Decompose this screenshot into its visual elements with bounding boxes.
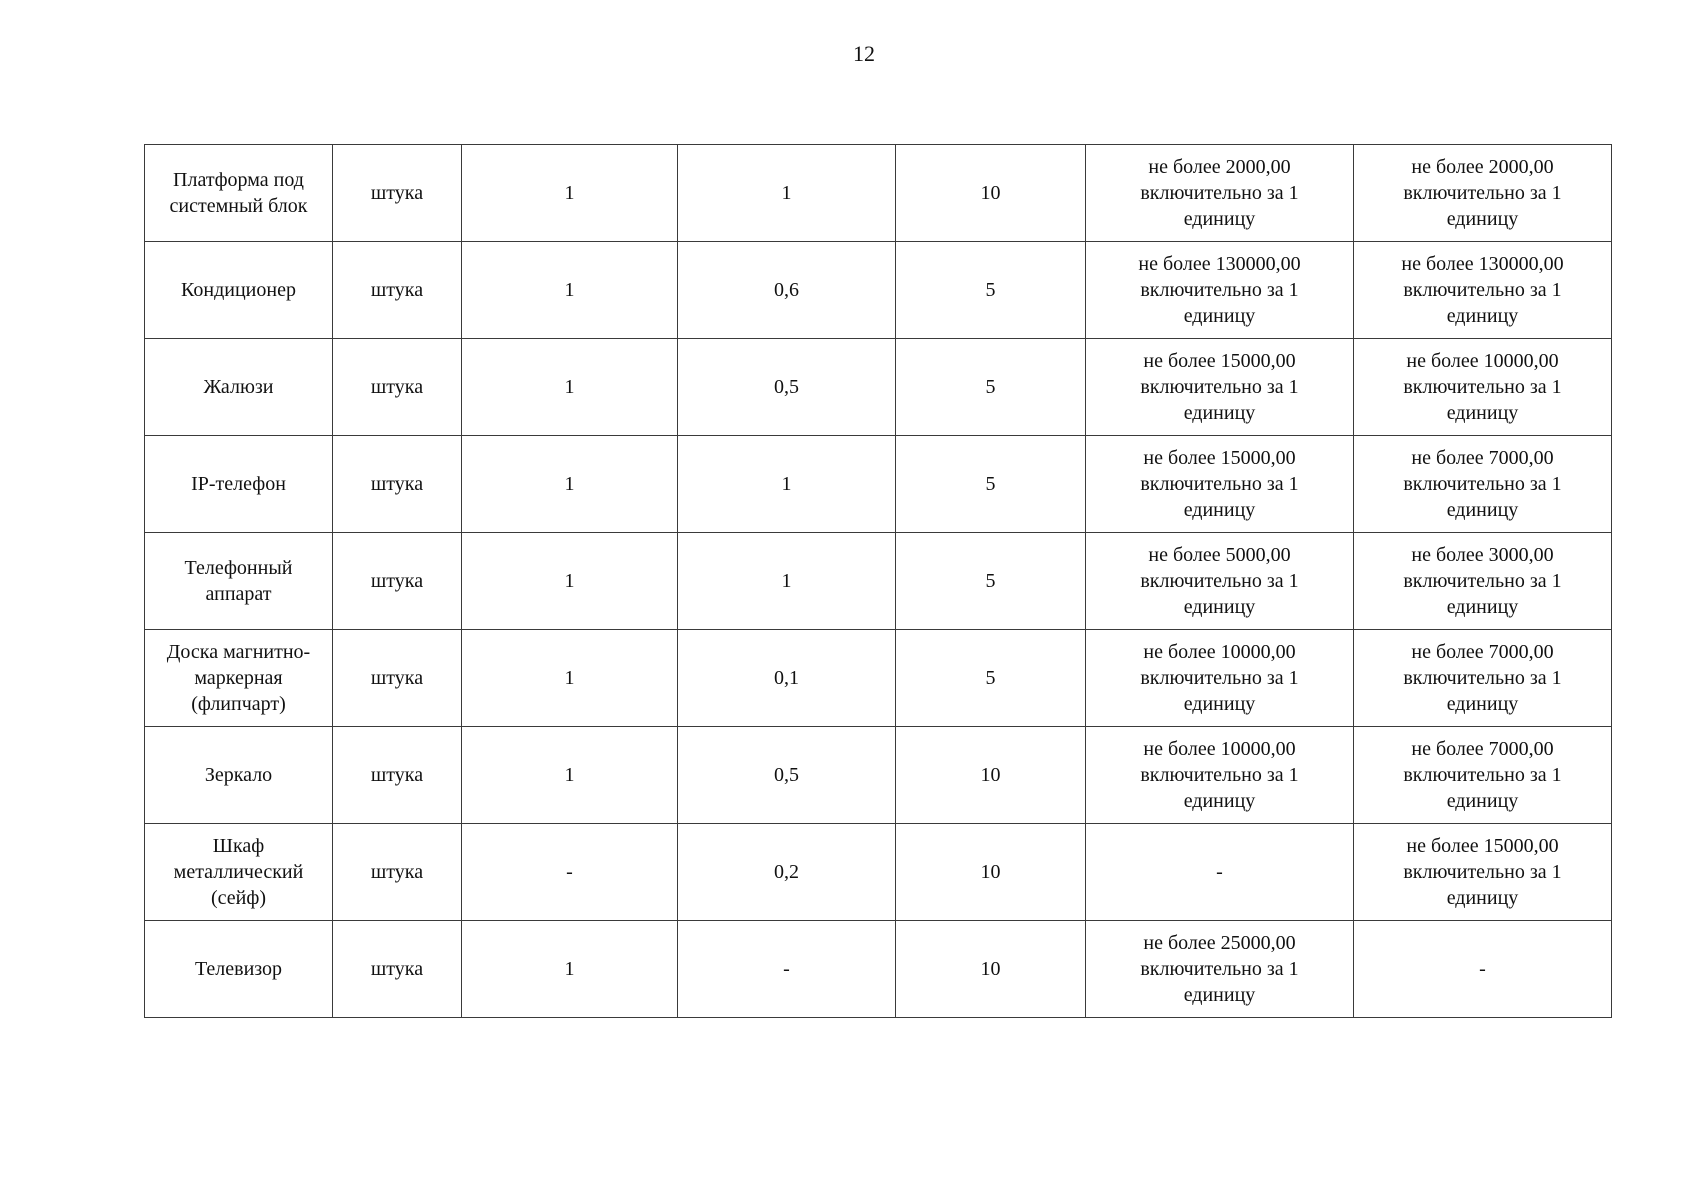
unit-cell: штука — [333, 339, 462, 436]
unit-cell: штука — [333, 630, 462, 727]
table-row — [145, 533, 1612, 630]
quantity-cell: 1 — [462, 533, 678, 630]
quantity-cell: 1 — [462, 630, 678, 727]
price-limit-cell-1: не более 15000,00 включительно за 1 единицу — [1086, 339, 1354, 436]
price-limit-cell-1: не более 130000,00 включительно за 1 единицу — [1086, 242, 1354, 339]
item-name-cell: Телевизор — [145, 921, 333, 1018]
quantity-cell: 1 — [462, 921, 678, 1018]
service-years-cell: 10 — [896, 727, 1086, 824]
price-limit-cell-2: не более 130000,00 включительно за 1 единицу — [1354, 242, 1612, 339]
service-years-cell: 5 — [896, 339, 1086, 436]
quantity-cell: 1 — [462, 727, 678, 824]
price-limit-cell-2: не более 15000,00 включительно за 1 единицу — [1354, 824, 1612, 921]
price-limit-cell-1: не более 10000,00 включительно за 1 единицу — [1086, 727, 1354, 824]
table-row — [145, 339, 1612, 436]
item-name-cell: Телефонный аппарат — [145, 533, 333, 630]
coefficient-cell: 0,5 — [678, 727, 896, 824]
service-years-cell: 5 — [896, 436, 1086, 533]
service-years-cell: 10 — [896, 921, 1086, 1018]
item-name-cell: Кондиционер — [145, 242, 333, 339]
service-years-cell: 10 — [896, 824, 1086, 921]
unit-cell: штука — [333, 921, 462, 1018]
item-name-cell: Зеркало — [145, 727, 333, 824]
price-limit-cell-2: не более 7000,00 включительно за 1 единицу — [1354, 727, 1612, 824]
quantity-cell: - — [462, 824, 678, 921]
price-limit-cell-2: не более 10000,00 включительно за 1 единицу — [1354, 339, 1612, 436]
unit-cell: штука — [333, 727, 462, 824]
coefficient-cell: - — [678, 921, 896, 1018]
item-name-cell: Жалюзи — [145, 339, 333, 436]
price-limit-cell-2: - — [1354, 921, 1612, 1018]
quantity-cell: 1 — [462, 145, 678, 242]
quantity-cell: 1 — [462, 339, 678, 436]
table-row — [145, 630, 1612, 727]
coefficient-cell: 0,6 — [678, 242, 896, 339]
table-row — [145, 824, 1612, 921]
price-limit-cell-1: не более 2000,00 включительно за 1 единицу — [1086, 145, 1354, 242]
price-limit-cell-2: не более 3000,00 включительно за 1 единицу — [1354, 533, 1612, 630]
quantity-cell: 1 — [462, 436, 678, 533]
price-limit-cell-2: не более 7000,00 включительно за 1 единицу — [1354, 630, 1612, 727]
table-row — [145, 921, 1612, 1018]
price-limit-cell-2: не более 2000,00 включительно за 1 единицу — [1354, 145, 1612, 242]
service-years-cell: 5 — [896, 533, 1086, 630]
unit-cell: штука — [333, 145, 462, 242]
unit-cell: штука — [333, 824, 462, 921]
item-name-cell: Доска магнитно- маркерная (флипчарт) — [145, 630, 333, 727]
service-years-cell: 5 — [896, 630, 1086, 727]
service-years-cell: 10 — [896, 145, 1086, 242]
item-name-cell: Платформа под системный блок — [145, 145, 333, 242]
items-table — [144, 144, 1612, 1018]
coefficient-cell: 1 — [678, 145, 896, 242]
table-row — [145, 727, 1612, 824]
unit-cell: штука — [333, 436, 462, 533]
table-row — [145, 242, 1612, 339]
coefficient-cell: 1 — [678, 436, 896, 533]
unit-cell: штука — [333, 533, 462, 630]
quantity-cell: 1 — [462, 242, 678, 339]
service-years-cell: 5 — [896, 242, 1086, 339]
price-limit-cell-1: не более 15000,00 включительно за 1 единицу — [1086, 436, 1354, 533]
page-number: 12 — [853, 41, 875, 66]
unit-cell: штука — [333, 242, 462, 339]
price-limit-cell-1: - — [1086, 824, 1354, 921]
coefficient-cell: 0,2 — [678, 824, 896, 921]
coefficient-cell: 1 — [678, 533, 896, 630]
price-limit-cell-2: не более 7000,00 включительно за 1 единицу — [1354, 436, 1612, 533]
item-name-cell: Шкаф металлический (сейф) — [145, 824, 333, 921]
price-limit-cell-1: не более 5000,00 включительно за 1 единицу — [1086, 533, 1354, 630]
coefficient-cell: 0,1 — [678, 630, 896, 727]
table-row — [145, 436, 1612, 533]
coefficient-cell: 0,5 — [678, 339, 896, 436]
item-name-cell: IP-телефон — [145, 436, 333, 533]
price-limit-cell-1: не более 10000,00 включительно за 1 единицу — [1086, 630, 1354, 727]
table-row — [145, 145, 1612, 242]
price-limit-cell-1: не более 25000,00 включительно за 1 единицу — [1086, 921, 1354, 1018]
